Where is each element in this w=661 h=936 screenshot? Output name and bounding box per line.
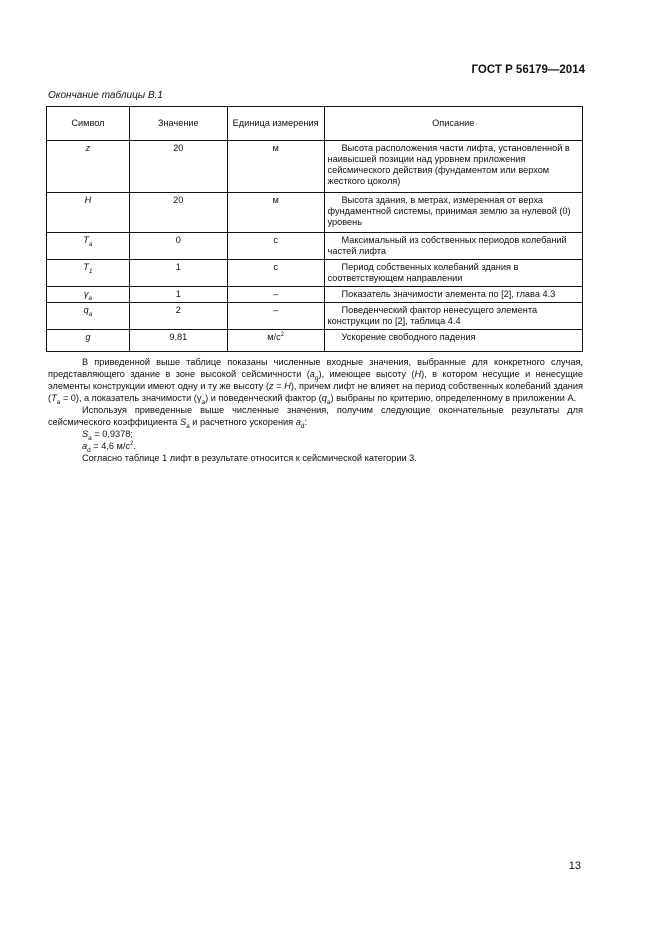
description-cell: Поведенческий фактор ненесущего элемента конструкции по [2], таблица 4.4 (324, 303, 582, 330)
unit-cell: с (227, 260, 324, 287)
table-row (47, 141, 583, 193)
unit-cell: $м/с^2$ (227, 330, 324, 352)
description-cell: Высота здания, в метрах, измеренная от верха фундаментной системы, принимая землю за нулевой (0) уровень (324, 193, 582, 233)
table-row (47, 303, 583, 330)
symbol-cell: $T_a$ (47, 233, 130, 260)
value-cell: 1 (129, 287, 227, 303)
col-header-description: Описание (324, 107, 582, 141)
parameters-table (46, 106, 583, 352)
unit-cell: м (227, 141, 324, 193)
unit-cell: с (227, 233, 324, 260)
unit-cell: – (227, 287, 324, 303)
symbol-cell: $\gamma_a$ (47, 287, 130, 303)
value-cell: 0 (129, 233, 227, 260)
table-caption: Окончание таблицы В.1 (48, 90, 163, 101)
table-row (47, 330, 583, 352)
paragraph-input-values: В приведенной выше таблице показаны численные входные значения, выбранные для конкретного случая, представляющего здание в зоне высокой сейсмичности $(a_g)$, имеющее высоту (H), в котором несущие и ненесущие элементы конструкции имеют одну и ту же высоту (z = H), причем лифт не влияет на период собственных колебаний здания $(T_a = 0)$, а показатель значимости $(\gamma_a)$ и поведенческий фактор $(q_a)$ выбраны по критерию, определенному в приложении А. (48, 357, 583, 406)
document-standard-id: ГОСТ Р 56179—2014 (471, 64, 585, 76)
body-text (48, 356, 583, 464)
result-design-acceleration: $a_d = 4,6$ $м/с^2$. (82, 440, 136, 454)
paragraph-results: Используя приведенные выше численные значения, получим следующие окончательные результаты для сейсмического коэффициента $S_a$ и расчетного ускорения $a_d$: (48, 405, 583, 430)
table-row (47, 193, 583, 233)
symbol-cell: $q_a$ (47, 303, 130, 330)
table-row (47, 287, 583, 303)
value-cell: 2 (129, 303, 227, 330)
col-header-unit: Единица измерения (227, 107, 324, 141)
value-cell: 20 (129, 141, 227, 193)
value-cell: 1 (129, 260, 227, 287)
symbol-cell: g (47, 330, 130, 352)
symbol-cell: H (47, 193, 130, 233)
result-seismic-coefficient: $S_a = 0,9378$; (82, 429, 133, 442)
col-header-value: Значение (129, 107, 227, 141)
description-cell: Высота расположения части лифта, установленной в наивысшей позиции над уровнем приложения сейсмического действия (фундаментом или верхом жесткого цоколя) (324, 141, 582, 193)
description-cell: Показатель значимости элемента по [2], глава 4.3 (324, 287, 582, 303)
page-number: 13 (568, 860, 581, 872)
unit-cell: м (227, 193, 324, 233)
col-header-symbol: Символ (47, 107, 130, 141)
table-row (47, 260, 583, 287)
value-cell: 20 (129, 193, 227, 233)
table-row (47, 233, 583, 260)
symbol-cell: z (47, 141, 130, 193)
description-cell: Максимальный из собственных периодов колебаний частей лифта (324, 233, 582, 260)
description-cell: Ускорение свободного падения (324, 330, 582, 352)
value-cell: 9,81 (129, 330, 227, 352)
symbol-cell: $T_1$ (47, 260, 130, 287)
description-cell: Период собственных колебаний здания в соответствующем направлении (324, 260, 582, 287)
table-header-row (47, 107, 583, 141)
unit-cell: – (227, 303, 324, 330)
paragraph-conclusion: Согласно таблице 1 лифт в результате относится к сейсмической категории 3. (82, 453, 417, 463)
